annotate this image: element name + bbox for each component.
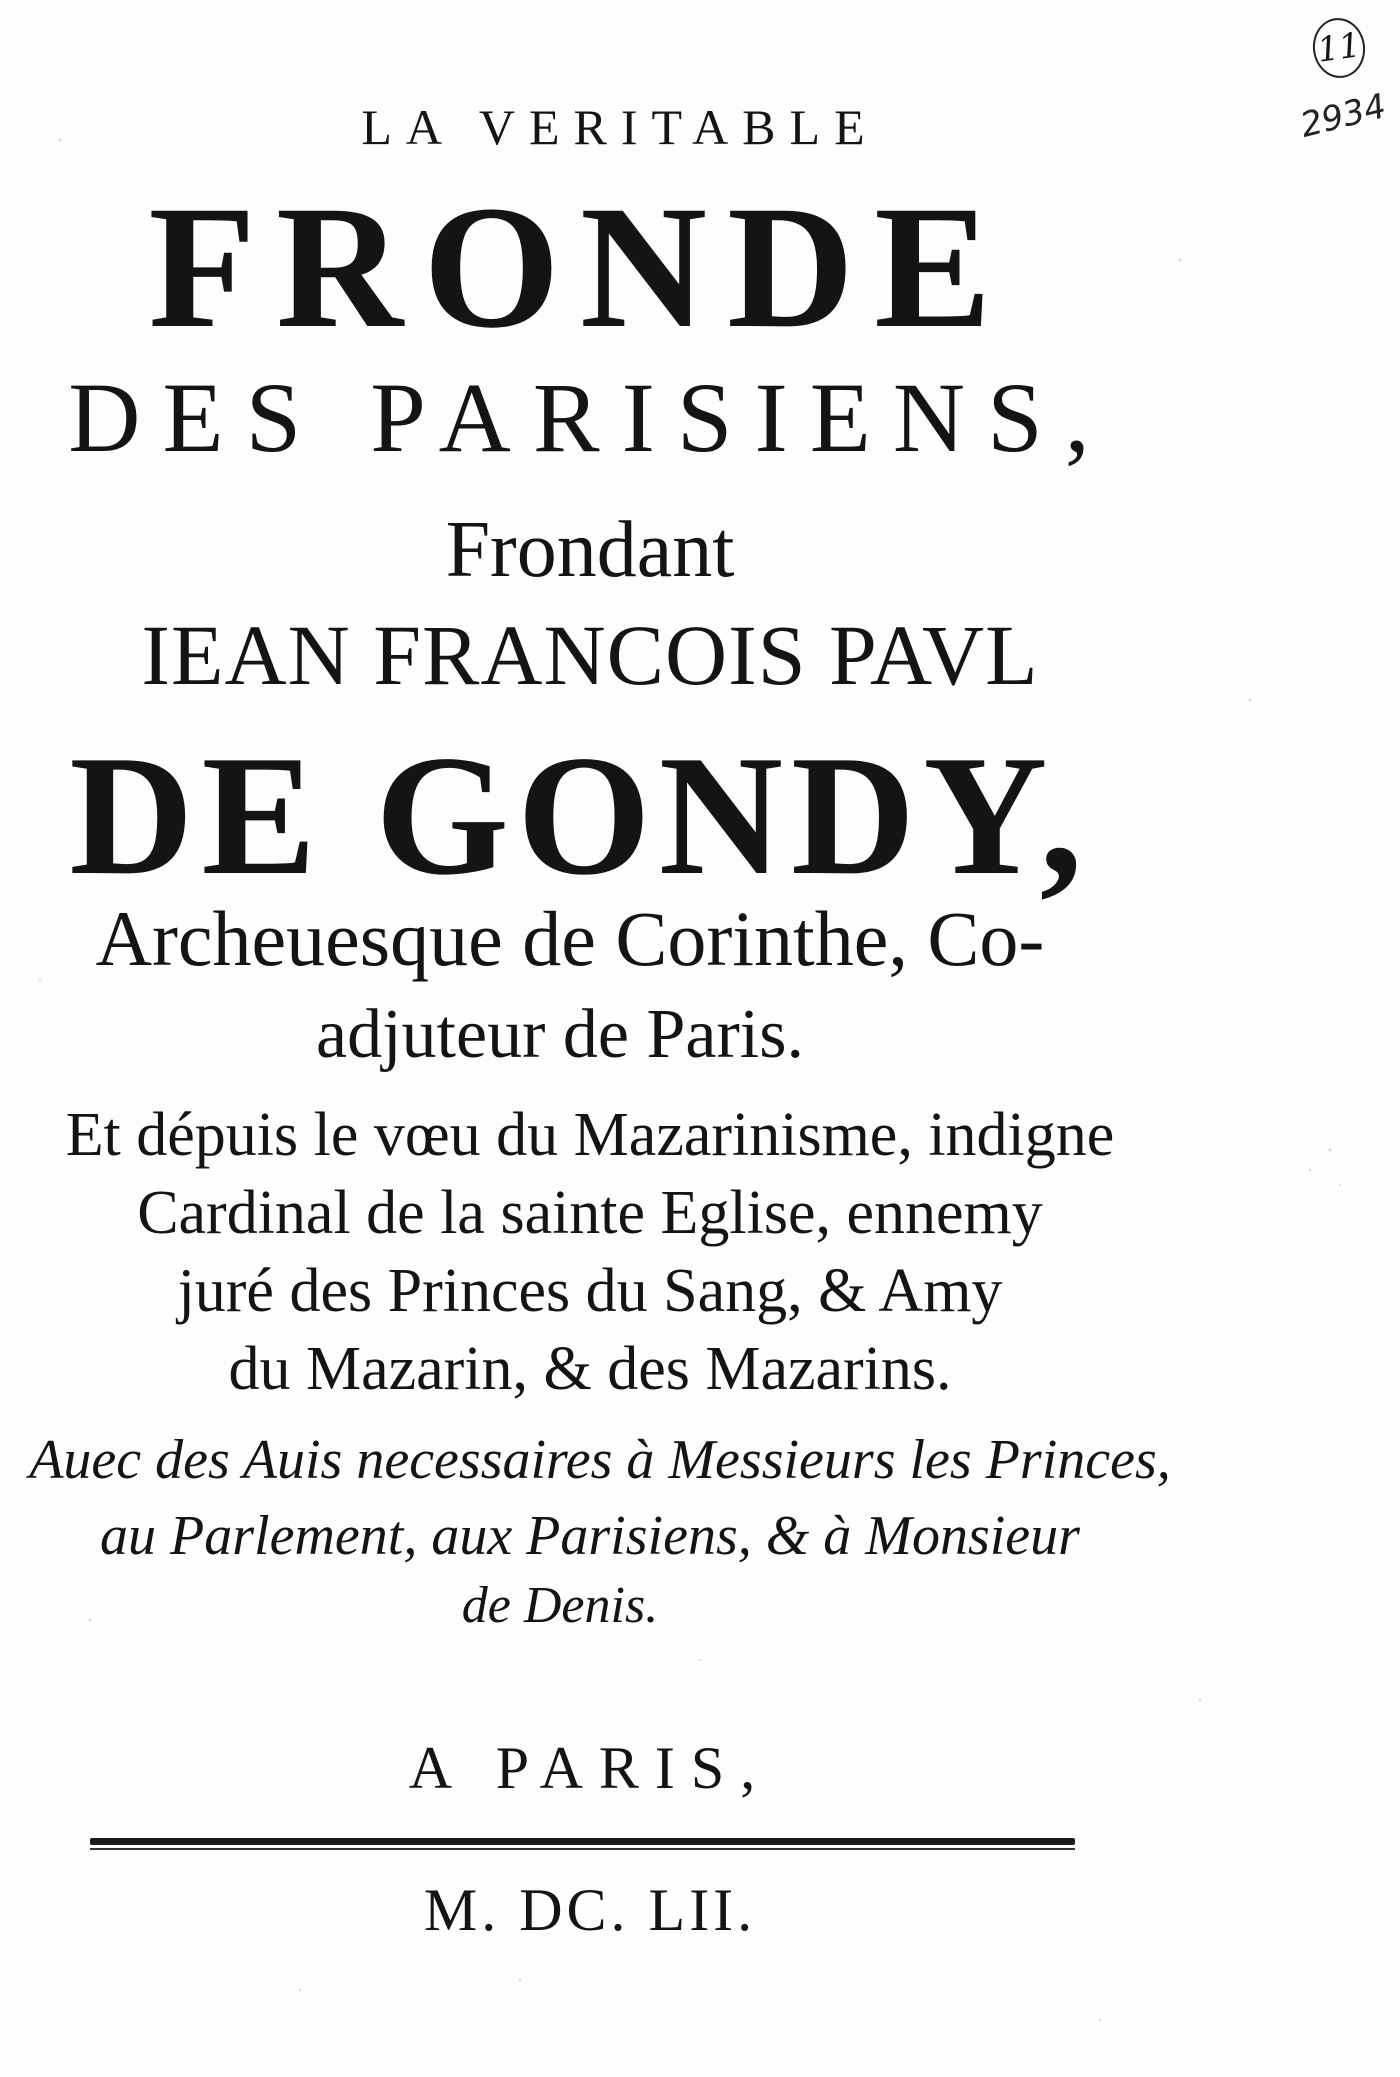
subtitle-line-du-mazarin: du Mazarin, & des Mazarins. (228, 1335, 952, 1403)
subtitle-line-et-depuis: Et dépuis le vœu du Mazarinisme, indigne (65, 1101, 1115, 1169)
handwritten-folio-number: 11 (1309, 15, 1369, 82)
title-line-des-parisiens: DES PARISIENS, (68, 362, 1112, 473)
title-line-fronde: FRONDE (148, 170, 1012, 365)
imprint-rule (90, 1838, 1075, 1845)
title-line-iean-francois-paul: IEAN FRANCOIS PAVL (141, 607, 1039, 703)
handwritten-shelf-mark: 2934 (1296, 86, 1391, 146)
italic-line-de-denis: de Denis. (461, 1577, 659, 1634)
imprint-place: A PARIS, (408, 1735, 772, 1801)
title-line-de-gondy: DE GONDY, (69, 721, 1091, 911)
title-line-adjuteur: adjuteur de Paris. (316, 996, 804, 1073)
subtitle-line-jure: juré des Princes du Sang, & Amy (177, 1257, 1003, 1325)
imprint-rule-thin (90, 1848, 1075, 1850)
italic-line-auec: Auec des Auis necessaires à Messieurs les Princes, (29, 1429, 1171, 1491)
subtitle-line-cardinal: Cardinal de la sainte Eglise, ennemy (137, 1179, 1043, 1247)
title-line-la-veritable: LA VERITABLE (361, 99, 879, 155)
italic-line-parlement: au Parlement, aux Parisiens, & à Monsieur (100, 1505, 1080, 1567)
imprint-year: M. DC. LII. (423, 1877, 757, 1943)
title-line-frondant: Frondant (445, 506, 735, 594)
title-line-archeuesque: Archeuesque de Corinthe, Co- (95, 895, 1045, 982)
